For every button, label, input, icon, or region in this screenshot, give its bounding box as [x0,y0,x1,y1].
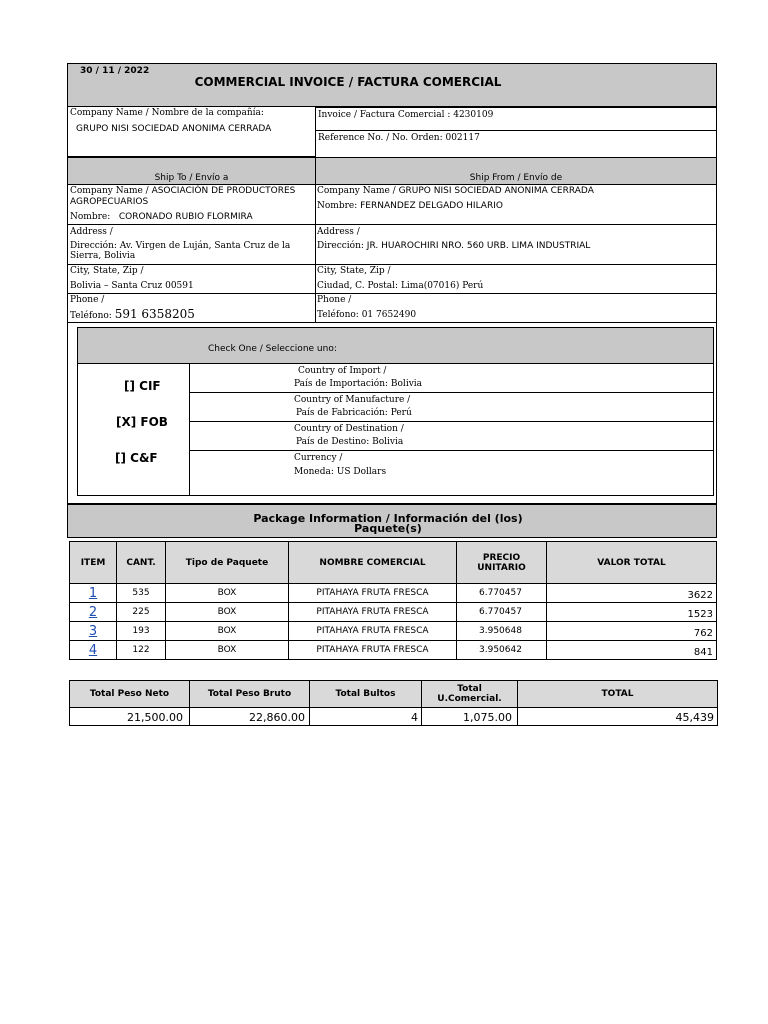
ship-to-phone [70,307,195,321]
ship-to-company [70,186,310,208]
table-cell-cant: 193 [116,621,166,641]
totals-value-peso-neto: 21,500.00 [69,707,190,726]
invoice-date: 30 / 11 / 2022 [80,66,150,76]
ship-from-company-cell [315,185,717,225]
table-cell-cant: 225 [116,602,166,622]
item-link[interactable]: 1 [88,585,98,601]
country-manufacture-row [190,393,713,422]
incoterm-cf: [] C&F [115,451,158,465]
item-link[interactable]: 4 [88,642,98,658]
ship-to-address-label: Address / [70,227,113,237]
company-name-label: Company Name / Nombre de la compañía: [70,108,264,118]
ship-to-company-cell [67,185,316,225]
ship-to-title: Ship To / Envío a [154,173,229,183]
country-destination-label: Country of Destination / [294,424,404,434]
ship-from-phone-cell [315,294,717,323]
table-cell-tipo: BOX [165,602,289,622]
ship-to-phone-value: 591 6358205 [114,307,195,321]
check-header [78,328,713,364]
invoice-title: COMMERCIAL INVOICE / FACTURA COMERCIAL [194,75,502,89]
totals-header-peso-bruto: Total Peso Bruto [189,680,310,708]
ship-from-name-label: Nombre: [317,201,361,211]
ship-to-city-cell [67,265,316,294]
country-import-value: País de Importación: Bolivia [294,379,423,389]
totals-value-bultos: 4 [309,707,422,726]
ship-from-phone-label: Phone / [317,295,352,305]
table-cell-precio: 3.950642 [456,640,547,660]
invoice-number-cell [315,107,717,131]
invoice-header [67,63,717,107]
ship-to-city-label: City, State, Zip / [70,266,144,276]
table-row-item[interactable] [69,602,117,622]
totals-value-u-comercial: 1,075.00 [421,707,518,726]
country-destination-value: País de Destino: Bolivia [296,437,404,447]
table-cell-nombre: PITAHAYA FRUTA FRESCA [288,583,457,603]
invoice-number: Invoice / Factura Comercial : 4230109 [318,110,494,120]
totals-header-total: TOTAL [517,680,718,708]
table-cell-tipo: BOX [165,640,289,660]
totals-value-peso-bruto: 22,860.00 [189,707,310,726]
ship-from-company-value: GRUPO NISI SOCIEDAD ANONIMA CERRADA [398,186,594,196]
table-cell-valor: 3622 [546,583,717,603]
table-cell-valor: 841 [546,640,717,660]
table-cell-precio: 3.950648 [456,621,547,641]
ship-to-company-value: ASOCIACIÓN DE PRODUCTORES AGROPECUARIOS [70,186,296,207]
totals-header-u-comercial: Total U.Comercial. [421,680,518,708]
ship-to-address-value: Dirección: Av. Virgen de Luján, Santa Cruz de la Sierra, Bolivia [70,241,291,261]
item-link[interactable]: 3 [88,623,98,639]
ship-to-name-label: Nombre: [70,212,111,222]
table-cell-tipo: BOX [165,621,289,641]
table-row-item[interactable] [69,583,117,603]
ship-from-city-value: Ciudad, C. Postal: Lima(07016) Perú [317,281,484,291]
reference-number-cell [315,130,717,157]
ship-from-name-value: FERNANDEZ DELGADO HILARIO [360,201,503,211]
check-title: Check One / Seleccione uno: [208,344,337,354]
col-header-item: ITEM [69,541,117,584]
currency-value: Moneda: US Dollars [294,467,387,477]
ship-from-address-prefix: Dirección: [317,241,367,251]
currency-row [190,451,713,495]
col-header-valor: VALOR TOTAL [546,541,717,584]
country-import-label: Country of Import / [298,366,387,376]
col-header-cant: CANT. [116,541,166,584]
table-cell-valor: 762 [546,621,717,641]
ship-from-company [317,186,594,197]
country-manufacture-value: País de Fabricación: Perú [296,408,412,418]
table-cell-precio: 6.770457 [456,583,547,603]
country-import-row [190,364,713,393]
ship-from-city-cell [315,265,717,294]
table-cell-nombre: PITAHAYA FRUTA FRESCA [288,621,457,641]
incoterm-fob: [X] FOB [116,415,168,429]
ship-from-phone-value: Teléfono: 01 7652490 [317,310,417,320]
ship-from-address-value: JR. HUAROCHIRI NRO. 560 URB. LIMA INDUSTRIAL [366,241,591,251]
col-header-precio: PRECIO UNITARIO [456,541,547,584]
incoterm-cif: [] CIF [124,379,161,393]
company-block [67,107,316,157]
table-row-item[interactable] [69,621,117,641]
ship-from-contact [317,201,503,212]
totals-header-peso-neto: Total Peso Neto [69,680,190,708]
ship-from-address-cell [315,225,717,265]
company-name-value: GRUPO NISI SOCIEDAD ANONIMA CERRADA [76,124,272,134]
ship-to-phone-prefix: Teléfono: [70,311,115,321]
ship-from-city-label: City, State, Zip / [317,266,391,276]
ship-to-company-label: Company Name / [70,186,152,196]
incoterm-column [78,364,190,495]
table-cell-cant: 535 [116,583,166,603]
package-title: Package Information / Información del (los) Paquete(s) [253,512,523,535]
country-destination-row [190,422,713,451]
ship-from-address-label: Address / [317,227,360,237]
currency-label: Currency / [294,453,343,463]
table-cell-valor: 1523 [546,602,717,622]
reference-number: Reference No. / No. Orden: 002117 [318,133,480,143]
ship-to-city-value: Bolivia – Santa Cruz 00591 [70,281,194,291]
package-header [67,504,717,538]
ship-to-phone-label: Phone / [70,295,105,305]
ship-to-phone-cell [67,294,316,323]
ship-from-title: Ship From / Envío de [469,173,563,183]
table-cell-nombre: PITAHAYA FRUTA FRESCA [288,602,457,622]
ship-from-company-label: Company Name / [317,186,399,196]
totals-value-total: 45,439 [517,707,718,726]
table-row-item[interactable] [69,640,117,660]
country-manufacture-label: Country of Manufacture / [294,395,411,405]
col-header-nombre: NOMBRE COMERCIAL [288,541,457,584]
ship-from-address [317,241,590,252]
table-cell-tipo: BOX [165,583,289,603]
ship-to-header [67,157,316,185]
ship-to-name-value: CORONADO RUBIO FLORMIRA [118,212,253,222]
table-cell-cant: 122 [116,640,166,660]
ship-to-contact [70,212,253,223]
ship-to-address-cell [67,225,316,265]
ship-from-header [315,157,717,185]
table-cell-nombre: PITAHAYA FRUTA FRESCA [288,640,457,660]
totals-header-bultos: Total Bultos [309,680,422,708]
item-link[interactable]: 2 [88,604,98,620]
col-header-tipo: Tipo de Paquete [165,541,289,584]
table-cell-precio: 6.770457 [456,602,547,622]
